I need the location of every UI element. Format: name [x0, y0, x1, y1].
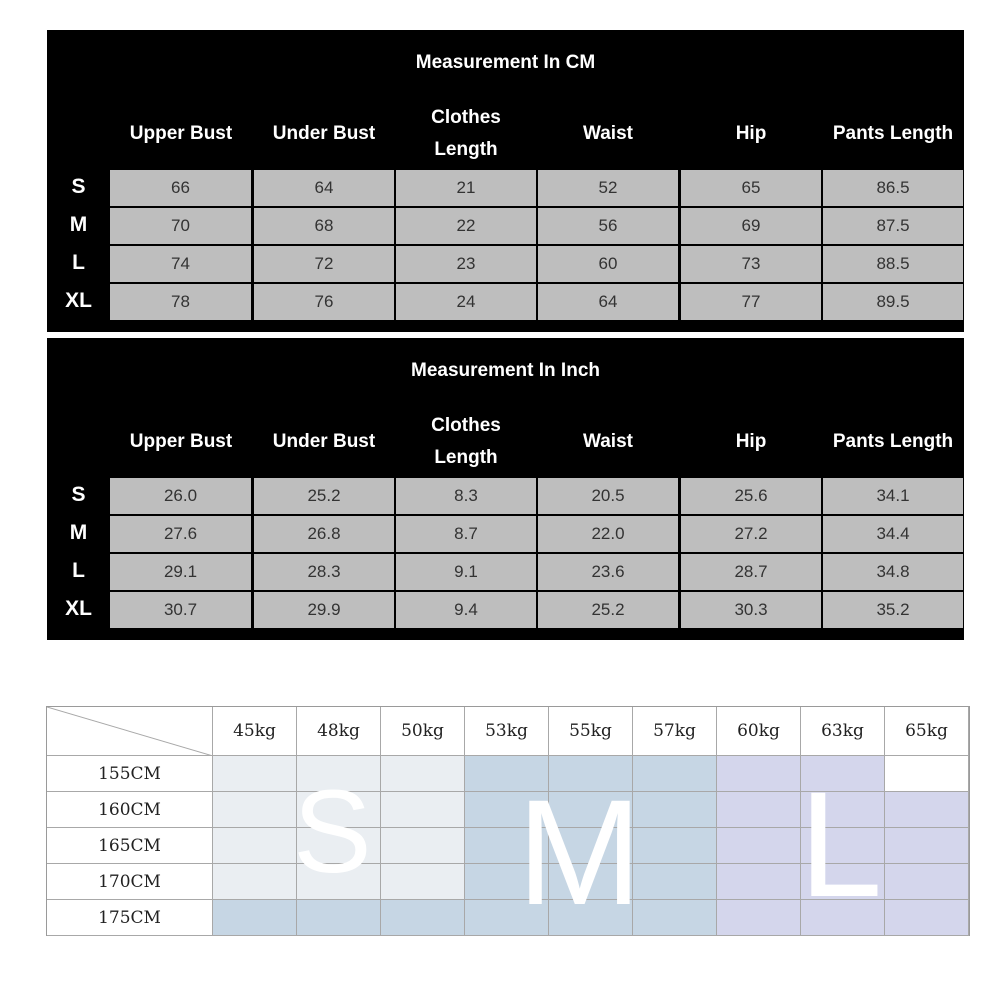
- weight-header: 57kg: [633, 707, 717, 756]
- table-cell: 73: [681, 246, 821, 282]
- table-cell: 66: [110, 170, 251, 206]
- table-cell: 24: [396, 284, 536, 320]
- table-cell: 30.3: [681, 592, 821, 628]
- table-row: [110, 478, 964, 516]
- weight-header: 55kg: [549, 707, 633, 756]
- table-row: [110, 516, 964, 554]
- table-cell: 88.5: [823, 246, 963, 282]
- fit-cell: [549, 828, 633, 864]
- column-header: [253, 102, 395, 166]
- fit-cell: [885, 792, 969, 828]
- weight-header: 50kg: [381, 707, 465, 756]
- table-cell: 60: [538, 246, 678, 282]
- fit-cell: [885, 900, 969, 936]
- fit-cell: [213, 792, 297, 828]
- fit-cell: [465, 756, 549, 792]
- table-cell: 64: [254, 170, 394, 206]
- height-label: 175CM: [47, 900, 213, 936]
- table-cell: 29.1: [110, 554, 251, 590]
- column-header-line: Length: [434, 139, 498, 160]
- table-row: [110, 170, 964, 208]
- column-header-line: Clothes: [431, 415, 501, 436]
- column-header: [537, 410, 679, 474]
- column-header: [253, 410, 395, 474]
- fit-cell: [549, 864, 633, 900]
- fit-cell: [381, 828, 465, 864]
- size-label: XL: [65, 289, 92, 312]
- column-header: [110, 102, 252, 166]
- fit-cell: [297, 756, 381, 792]
- table-cell: 52: [538, 170, 678, 206]
- table-title: Measurement In Inch: [411, 360, 600, 381]
- size-label: M: [69, 213, 88, 236]
- column-header: [680, 410, 822, 474]
- size-fit-chart: [46, 706, 970, 936]
- fit-cell: [213, 756, 297, 792]
- table-row: [110, 592, 964, 630]
- table-cell: 64: [538, 284, 678, 320]
- fit-cell: [717, 864, 801, 900]
- table-cell: 26.8: [254, 516, 394, 552]
- height-label: 165CM: [47, 828, 213, 864]
- fit-cell: [717, 900, 801, 936]
- fit-cell: [465, 900, 549, 936]
- fit-cell: [801, 864, 885, 900]
- column-header: [822, 102, 964, 166]
- fit-cell: [801, 792, 885, 828]
- fit-cell: [633, 864, 717, 900]
- fit-cell: [801, 828, 885, 864]
- table-cell: 74: [110, 246, 251, 282]
- table-cell: 21: [396, 170, 536, 206]
- table-cell: 8.7: [396, 516, 536, 552]
- size-label: L: [72, 559, 85, 582]
- fit-cell: [213, 900, 297, 936]
- fit-cell: [465, 792, 549, 828]
- column-header-line: Upper Bust: [129, 123, 233, 144]
- column-header-line: Hip: [735, 123, 767, 144]
- size-label: S: [71, 483, 86, 506]
- column-header-line: Pants Length: [832, 123, 954, 144]
- table-cell: 28.7: [681, 554, 821, 590]
- table-cell: 28.3: [254, 554, 394, 590]
- fit-cell: [297, 900, 381, 936]
- weight-header: 65kg: [885, 707, 969, 756]
- fit-cell: [717, 828, 801, 864]
- fit-cell: [297, 792, 381, 828]
- size-label: S: [71, 175, 86, 198]
- table-cell: 34.4: [823, 516, 963, 552]
- column-header: [110, 410, 252, 474]
- height-label: 170CM: [47, 864, 213, 900]
- table-cell: 27.2: [681, 516, 821, 552]
- table-cell: 69: [681, 208, 821, 244]
- fit-cell: [633, 792, 717, 828]
- fit-cell: [381, 756, 465, 792]
- column-header: [395, 102, 537, 166]
- weight-header: 53kg: [465, 707, 549, 756]
- size-zone-label: M: [517, 768, 642, 936]
- weight-header: 45kg: [213, 707, 297, 756]
- height-label: 160CM: [47, 792, 213, 828]
- table-row: [110, 284, 964, 322]
- fit-cell: [885, 828, 969, 864]
- fit-cell: [633, 900, 717, 936]
- table-body: [110, 476, 964, 640]
- table-cell: 8.3: [396, 478, 536, 514]
- table-cell: 56: [538, 208, 678, 244]
- table-cell: 23: [396, 246, 536, 282]
- fit-cell: [801, 900, 885, 936]
- fit-cell: [633, 756, 717, 792]
- column-header-line: Hip: [735, 431, 767, 452]
- table-cell: 34.1: [823, 478, 963, 514]
- column-header-line: Length: [434, 447, 498, 468]
- table-cell: 25.2: [254, 478, 394, 514]
- table-cell: 35.2: [823, 592, 963, 628]
- fit-cell: [801, 756, 885, 792]
- table-cell: 9.1: [396, 554, 536, 590]
- table-cell: 70: [110, 208, 251, 244]
- fit-cell: [297, 864, 381, 900]
- fit-cell: [549, 756, 633, 792]
- fit-cell: [549, 900, 633, 936]
- weight-header: 63kg: [801, 707, 885, 756]
- measurement-table-cm: [47, 30, 964, 332]
- table-title: Measurement In CM: [415, 52, 596, 73]
- height-label: 155CM: [47, 756, 213, 792]
- fit-cell: [213, 864, 297, 900]
- fit-cell: [381, 900, 465, 936]
- table-cell: 34.8: [823, 554, 963, 590]
- table-body: [110, 168, 964, 332]
- table-cell: 68: [254, 208, 394, 244]
- table-cell: 89.5: [823, 284, 963, 320]
- column-header-line: Upper Bust: [129, 431, 233, 452]
- fit-cell: [633, 828, 717, 864]
- measurement-table-inch: [47, 338, 964, 640]
- diagonal-divider: [47, 707, 213, 756]
- fit-cell: [381, 864, 465, 900]
- table-cell: 30.7: [110, 592, 251, 628]
- column-header: [395, 410, 537, 474]
- fit-cell: [885, 756, 969, 792]
- column-header: [680, 102, 822, 166]
- fit-cell: [549, 792, 633, 828]
- column-header: [537, 102, 679, 166]
- table-cell: 25.2: [538, 592, 678, 628]
- fit-cell: [717, 756, 801, 792]
- fit-cell: [381, 792, 465, 828]
- size-zone-label: L: [799, 760, 883, 928]
- table-cell: 77: [681, 284, 821, 320]
- size-zone-label: S: [293, 766, 372, 898]
- table-cell: 27.6: [110, 516, 251, 552]
- table-cell: 23.6: [538, 554, 678, 590]
- size-label: XL: [65, 597, 92, 620]
- column-header-line: Waist: [583, 431, 633, 452]
- fit-cell: [297, 828, 381, 864]
- table-cell: 76: [254, 284, 394, 320]
- table-cell: 20.5: [538, 478, 678, 514]
- column-header-line: Under Bust: [272, 431, 376, 452]
- table-cell: 87.5: [823, 208, 963, 244]
- table-cell: 29.9: [254, 592, 394, 628]
- table-row: [110, 208, 964, 246]
- weight-header: 60kg: [717, 707, 801, 756]
- fit-cell: [465, 828, 549, 864]
- table-cell: 25.6: [681, 478, 821, 514]
- size-label: M: [69, 521, 88, 544]
- column-header-line: Under Bust: [272, 123, 376, 144]
- table-row: [110, 246, 964, 284]
- table-cell: 72: [254, 246, 394, 282]
- size-label: L: [72, 251, 85, 274]
- corner-cell: [47, 707, 213, 756]
- weight-header: 48kg: [297, 707, 381, 756]
- column-header-line: Pants Length: [832, 431, 954, 452]
- fit-cell: [213, 828, 297, 864]
- table-cell: 78: [110, 284, 251, 320]
- table-cell: 9.4: [396, 592, 536, 628]
- table-cell: 22: [396, 208, 536, 244]
- fit-cell: [717, 792, 801, 828]
- table-cell: 86.5: [823, 170, 963, 206]
- table-cell: 65: [681, 170, 821, 206]
- column-header-line: Clothes: [431, 107, 501, 128]
- fit-cell: [465, 864, 549, 900]
- column-header: [822, 410, 964, 474]
- table-cell: 22.0: [538, 516, 678, 552]
- table-cell: 26.0: [110, 478, 251, 514]
- column-header-line: Waist: [583, 123, 633, 144]
- table-row: [110, 554, 964, 592]
- fit-cell: [885, 864, 969, 900]
